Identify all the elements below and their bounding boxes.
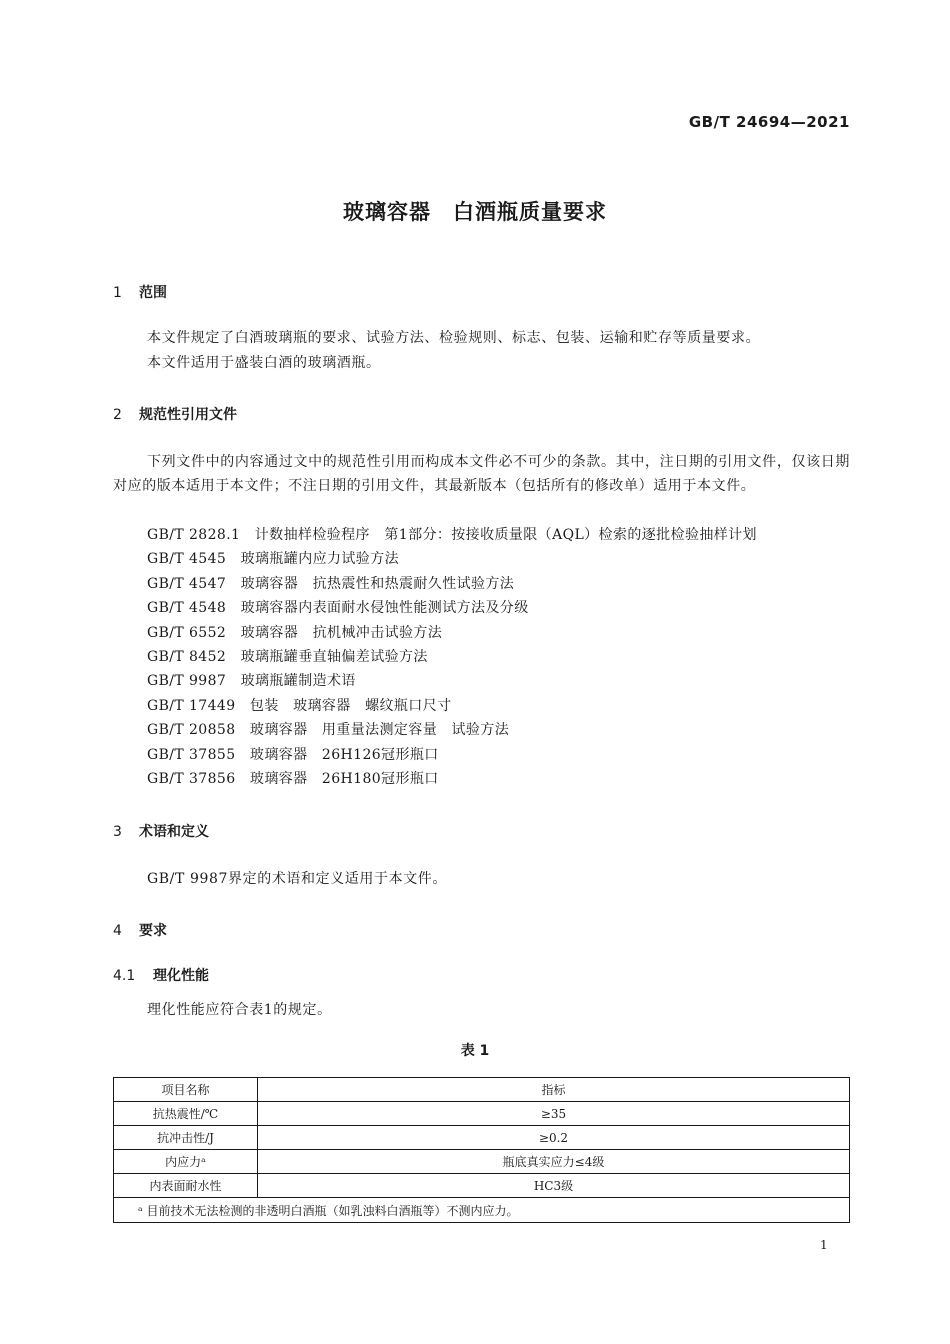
reference-list [147,523,757,791]
section-3-paragraph: GB/T 9987界定的术语和定义适用于本文件。 [147,871,448,887]
subsection-4-1-heading [113,965,209,985]
document-title: 玻璃容器 白酒瓶质量要求 [343,200,607,224]
properties-table [113,1077,850,1223]
section-1-heading [113,282,167,302]
table-cell: 抗热震性/℃ [114,1102,258,1126]
table-cell: 内应力ᵃ [114,1150,258,1174]
reference-item: GB/T 4545 玻璃瓶罐内应力试验方法 [147,551,400,568]
reference-item: GB/T 37855 玻璃容器 26H126冠形瓶口 [147,746,439,763]
subsection-title: 理化性能 [153,968,209,984]
table-row [114,1126,850,1150]
reference-item: GB/T 4547 玻璃容器 抗热震性和热震耐久性试验方法 [147,575,515,592]
section-1-paragraph: 本文件规定了白酒玻璃瓶的要求、试验方法、检验规则、标志、包装、运输和贮存等质量要求。 [147,330,761,346]
table-cell: ≥0.2 [258,1126,850,1150]
table-cell: HC3级 [258,1174,850,1198]
reference-item: GB/T 2828.1 计数抽样检验程序 第1部分：按接收质量限（AQL）检索的逐批检验抽样计划 [147,527,757,543]
reference-item: GB/T 9987 玻璃瓶罐制造术语 [147,673,356,690]
table-footnote-row [114,1198,850,1223]
table-cell: 瓶底真实应力≤4级 [258,1150,850,1174]
reference-item: GB/T 8452 玻璃瓶罐垂直轴偏差试验方法 [147,649,428,666]
table-footnote: ᵃ 目前技术无法检测的非透明白酒瓶（如乳浊料白酒瓶等）不测内应力。 [114,1198,850,1223]
table-row [114,1102,850,1126]
table-cell: 抗冲击性/J [114,1126,258,1150]
section-number: 1 [113,285,122,301]
section-2-heading [113,404,237,424]
section-title: 规范性引用文件 [139,407,237,423]
section-title: 术语和定义 [139,824,209,840]
section-number: 2 [113,407,122,423]
reference-item: GB/T 20858 玻璃容器 用重量法测定容量 试验方法 [147,722,510,739]
reference-item: GB/T 37856 玻璃容器 26H180冠形瓶口 [147,771,439,788]
section-3-heading [113,821,209,841]
table-header-row [114,1078,850,1102]
page-number: 1 [820,1238,828,1252]
section-number: 3 [113,824,122,840]
standard-code: GB/T 24694—2021 [688,113,850,131]
section-1-paragraph: 本文件适用于盛装白酒的玻璃酒瓶。 [147,355,381,371]
table-cell: ≥35 [258,1102,850,1126]
table-row [114,1150,850,1174]
table-cell: 内表面耐水性 [114,1174,258,1198]
subsection-4-1-paragraph: 理化性能应符合表1的规定。 [147,1002,332,1018]
reference-item: GB/T 4548 玻璃容器内表面耐水侵蚀性能测试方法及分级 [147,600,529,617]
subsection-number: 4.1 [113,968,136,984]
table-header-cell: 指标 [258,1078,850,1102]
section-title: 范围 [139,285,167,301]
section-2-intro: 下列文件中的内容通过文中的规范性引用而构成本文件必不可少的条款。其中，注日期的引用文件，仅该日期对应的版本适用于本文件；不注日期的引用文件，其最新版本（包括所有的修改单）适用于本文件。 [113,454,850,494]
reference-item: GB/T 17449 包装 玻璃容器 螺纹瓶口尺寸 [147,697,452,714]
table-caption: 表 1 [460,1043,490,1059]
section-title: 要求 [139,923,167,939]
section-4-heading [113,920,167,940]
table-row [114,1174,850,1198]
section-number: 4 [113,923,122,939]
reference-item: GB/T 6552 玻璃容器 抗机械冲击试验方法 [147,624,443,641]
table-header-cell: 项目名称 [114,1078,258,1102]
